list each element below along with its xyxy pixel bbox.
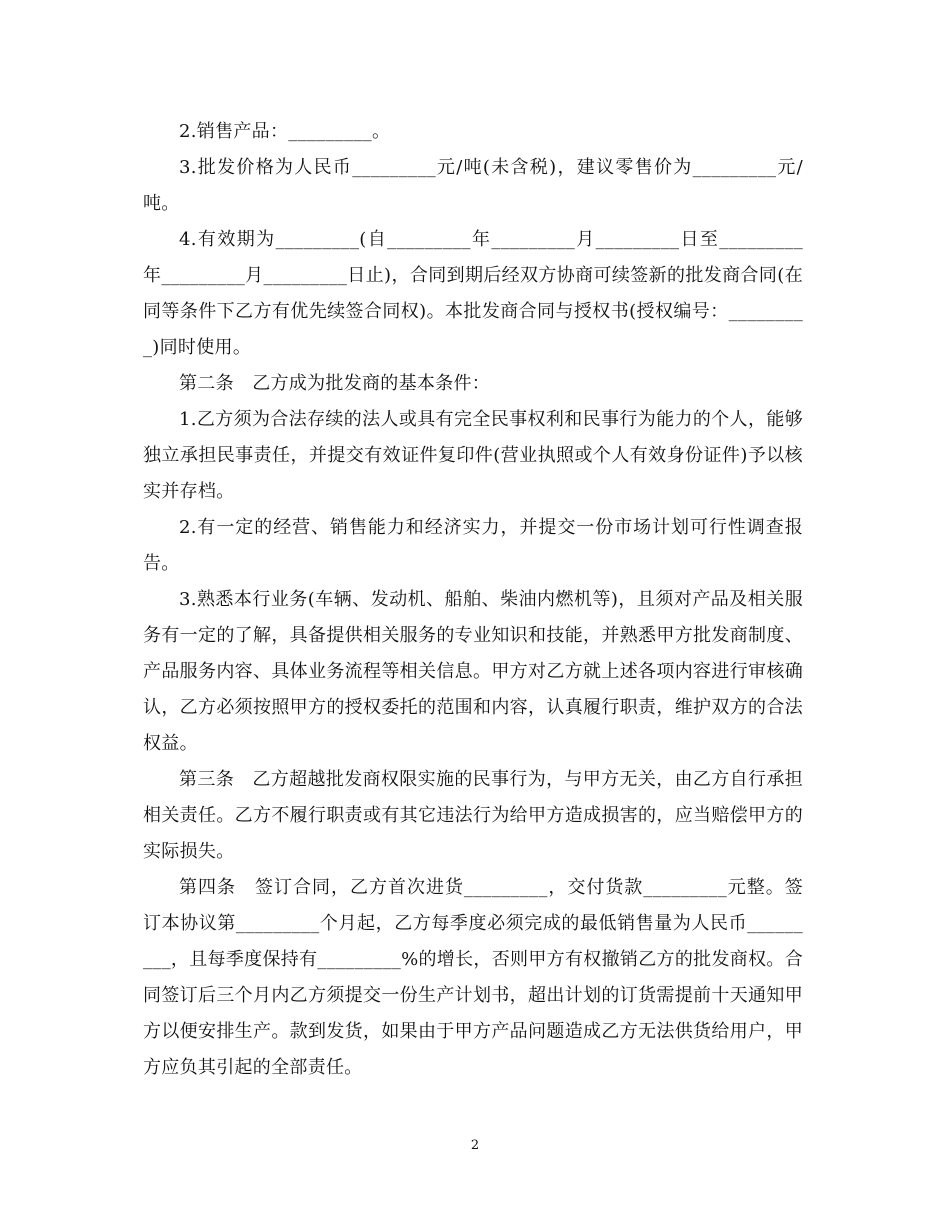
page-number: 2 <box>470 1138 480 1153</box>
paragraph-validity-period: 4.有效期为_________(自_________年_________月_________日至_________年_________月_________日止)，合同到期后经双方协商可续签新的批发商合同(在同等条件下乙方有优先续签合同权)。本批发商合同与授权书(授权编号：_________)同时使用。 <box>143 229 803 358</box>
paragraph-sales-product: 2.销售产品：_________。 <box>179 121 391 142</box>
contract-body <box>143 114 803 1086</box>
paragraph-condition-1: 1.乙方须为合法存续的法人或具有完全民事权利和民事行为能力的个人，能够独立承担民事责任，并提交有效证件复印件(营业执照或个人有效身份证件)予以核实并存档。 <box>143 409 803 502</box>
article-4-paragraph: 第四条 签订合同，乙方首次进货_________，交付货款_________元整。签订本协议第_________个月起，乙方每季度必须完成的最低销售量为人民币_________，且每季度保持有_________%的增长，否则甲方有权撤销乙方的批发商权。合同签订后三个月内乙方须提交一份生产计划书，超出计划的订货需提前十天通知甲方以便安排生产。款到发货，如果由于甲方产品问题造成乙方无法供货给用户，甲方应负其引起的全部责任。 <box>143 877 803 1078</box>
article-2-heading: 第二条 乙方成为批发商的基本条件： <box>179 373 491 394</box>
article-3-paragraph: 第三条 乙方超越批发商权限实施的民事行为，与甲方无关，由乙方自行承担相关责任。乙方不履行职责或有其它违法行为给甲方造成损害的，应当赔偿甲方的实际损失。 <box>143 769 803 862</box>
paragraph-wholesale-price: 3.批发价格为人民币_________元/吨(未含税)，建议零售价为_________元/吨。 <box>143 157 803 214</box>
paragraph-condition-3: 3.熟悉本行业务(车辆、发动机、船舶、柴油内燃机等)，且须对产品及相关服务有一定的了解，具备提供相关服务的专业知识和技能，并熟悉甲方批发商制度、产品服务内容、具体业务流程等相关信息。甲方对乙方就上述各项内容进行审核确认，乙方必须按照甲方的授权委托的范围和内容，认真履行职责，维护双方的合法权益。 <box>143 589 803 754</box>
paragraph-condition-2: 2.有一定的经营、销售能力和经济实力，并提交一份市场计划可行性调查报告。 <box>143 517 803 574</box>
